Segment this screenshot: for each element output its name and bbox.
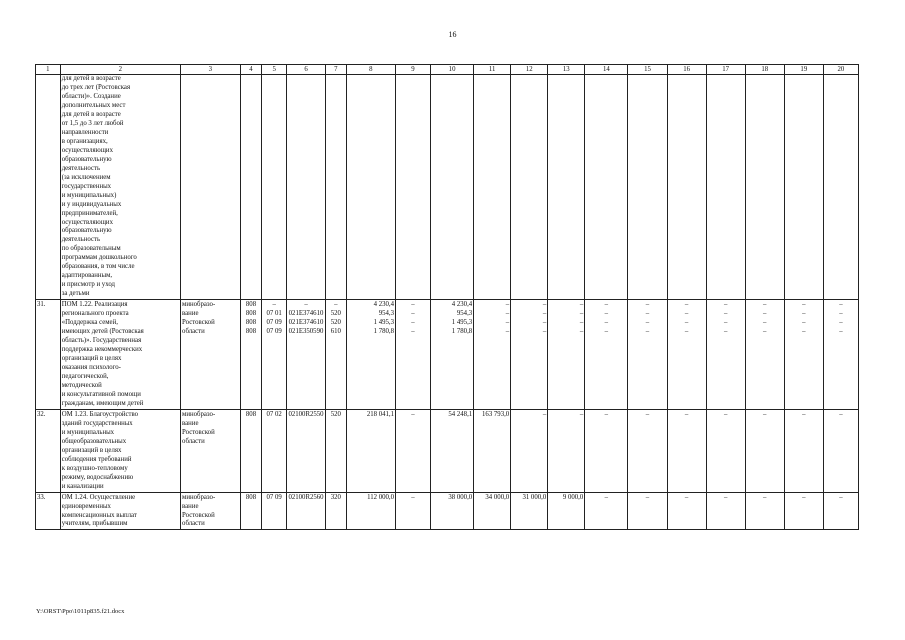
column-numbers-row [36, 65, 859, 75]
cell-value: – [763, 328, 767, 336]
value-cell-c20 [823, 409, 858, 492]
cell-value: – [645, 310, 650, 318]
executor-line: вание [182, 502, 199, 510]
cell-value: – [411, 319, 415, 327]
cell-value: – [684, 319, 689, 327]
value-cell-c12 [511, 492, 548, 530]
empty-cell [511, 75, 548, 300]
empty-cell [240, 75, 262, 300]
cell-value: 021E374610 [288, 319, 324, 327]
description-line: имеющих детей (Ростовская [61, 328, 144, 336]
value-cell-c6 [286, 409, 325, 492]
description-line: программам дошкольного [61, 254, 137, 262]
value-cell-c11 [474, 409, 511, 492]
value-cell-c11 [474, 492, 511, 530]
cell-value: – [684, 310, 689, 318]
cell-value: 4 230,4 [451, 301, 473, 309]
file-path-footer: Y:\ORST\Ppo\1011p835.f21.docx [36, 608, 125, 615]
description-line: государственных [61, 182, 112, 190]
empty-cell [262, 75, 287, 300]
cell-value: – [604, 493, 609, 501]
description-line: предпринимателей, [61, 209, 118, 217]
cell-value: 38 000,0 [448, 493, 473, 501]
executor-line: вание [182, 419, 199, 427]
empty-cell [181, 75, 241, 300]
cell-value: – [604, 410, 609, 418]
cell-value: – [505, 301, 510, 309]
cell-value: 021E374610 [288, 310, 324, 318]
cell-value: – [579, 301, 584, 309]
cell-value: 02100R2560 [288, 493, 324, 501]
cell-value: – [604, 301, 609, 309]
description-line: соблюдения требований [61, 455, 132, 463]
value-cell-c16 [667, 409, 706, 492]
description-line: оказания психолого- [61, 364, 121, 371]
cell-value: – [505, 310, 510, 318]
value-cell-c19 [784, 409, 823, 492]
executor-line: Ростовской [182, 511, 215, 519]
cell-value: – [411, 301, 415, 309]
column-number: 17 [706, 65, 745, 75]
description-line: и муниципальных [61, 428, 115, 436]
value-cell-c5 [262, 409, 287, 492]
cell-value: – [579, 410, 584, 418]
cell-value: 520 [330, 319, 341, 327]
description-line: регионального проекта [61, 310, 129, 318]
executor [181, 492, 241, 530]
cell-value: – [684, 493, 689, 501]
cell-value: 163 793,0 [482, 410, 510, 418]
cell-value: – [542, 328, 547, 336]
description-line: осуществляющих [61, 146, 113, 154]
cell-value: – [272, 301, 276, 309]
empty-cell [745, 75, 784, 300]
value-cell-c14 [585, 492, 628, 530]
description-line: области)». Создание [61, 92, 121, 100]
cell-value: 320 [330, 493, 341, 501]
column-number: 8 [346, 65, 395, 75]
value-cell-c20 [823, 300, 858, 410]
value-cell-c4 [240, 300, 262, 410]
value-cell-c7 [326, 409, 347, 492]
cell-value: – [645, 410, 650, 418]
empty-cell [36, 75, 61, 300]
value-cell-c6 [286, 492, 325, 530]
cell-value: 07 09 [266, 493, 282, 501]
empty-cell [823, 75, 858, 300]
description-line: деятельность [61, 236, 101, 244]
description-line: деятельность [61, 164, 101, 172]
cell-value: – [645, 493, 650, 501]
cell-value: 9 000,0 [562, 493, 584, 501]
cell-value: – [723, 310, 728, 318]
description-line: за детьми [61, 290, 90, 298]
table-row [36, 409, 859, 492]
cell-value: – [723, 319, 728, 327]
cell-value: 808 [245, 410, 257, 418]
value-cell-c10 [430, 409, 473, 492]
cell-value: – [763, 301, 767, 309]
cell-value: – [411, 410, 415, 418]
column-number: 14 [585, 65, 628, 75]
value-cell-c4 [240, 409, 262, 492]
value-cell-c14 [585, 409, 628, 492]
cell-value: – [839, 301, 843, 309]
column-number: 20 [823, 65, 858, 75]
description-line: учителям, прибывшим [61, 520, 128, 528]
cell-value: 808 [245, 310, 257, 318]
cell-value: 520 [330, 310, 341, 318]
cell-value: – [579, 328, 584, 336]
description-line: педагогической, [61, 372, 109, 380]
value-cell-c17 [706, 300, 745, 410]
description-line: гражданам, имеющим детей [61, 399, 144, 407]
description-line: методической [61, 381, 102, 389]
value-cell-c16 [667, 300, 706, 410]
cell-value: – [763, 493, 767, 501]
cell-value: 112 000,0 [367, 493, 394, 501]
value-cell-c17 [706, 492, 745, 530]
cell-value: – [645, 301, 650, 309]
empty-cell [628, 75, 667, 300]
column-number: 15 [628, 65, 667, 75]
executor-line: области [182, 437, 205, 445]
cell-value: – [723, 328, 728, 336]
column-number: 11 [474, 65, 511, 75]
cell-value: 1 780,8 [373, 328, 394, 336]
cell-value: – [839, 310, 843, 318]
column-number: 19 [784, 65, 823, 75]
cell-value: – [802, 410, 806, 418]
activity-description [60, 492, 180, 530]
cell-value: – [505, 328, 510, 336]
column-number: 5 [262, 65, 287, 75]
description-line: единовременных [61, 502, 111, 510]
value-cell-c19 [784, 492, 823, 530]
activity-description [60, 75, 180, 300]
description-line: образовательную [61, 155, 112, 163]
cell-value: 954,3 [378, 310, 394, 318]
cell-value: 1 780,8 [451, 328, 473, 336]
description-line: для детей в возрасте [61, 110, 121, 118]
executor-line: минобразо- [182, 301, 216, 309]
column-number: 6 [286, 65, 325, 75]
empty-cell [396, 75, 431, 300]
empty-cell [346, 75, 395, 300]
empty-cell [585, 75, 628, 300]
activity-description [60, 300, 180, 410]
cell-value: – [411, 328, 415, 336]
cell-value: 808 [245, 493, 257, 501]
column-number: 13 [548, 65, 585, 75]
cell-value: – [802, 310, 806, 318]
description-line: от 1,5 до 3 лет любой [61, 119, 124, 127]
description-line: поддержка некоммерческих [61, 346, 143, 354]
value-cell-c11 [474, 300, 511, 410]
cell-value: 07 09 [266, 328, 282, 336]
value-cell-c4 [240, 492, 262, 530]
value-cell-c12 [511, 409, 548, 492]
value-cell-c9 [396, 300, 431, 410]
cell-value: 808 [245, 328, 257, 336]
value-cell-c5 [262, 300, 287, 410]
cell-value: – [411, 310, 415, 318]
cell-value: 07 02 [266, 410, 282, 418]
value-cell-c15 [628, 409, 667, 492]
value-cell-c6 [286, 300, 325, 410]
description-line: и присмотр и уход [61, 281, 116, 289]
value-cell-c8 [346, 492, 395, 530]
value-cell-c19 [784, 300, 823, 410]
value-cell-c13 [548, 409, 585, 492]
description-line: образовательную [61, 227, 112, 235]
cell-value: – [684, 410, 689, 418]
description-line: компенсационных выплат [61, 511, 137, 519]
value-cell-c8 [346, 409, 395, 492]
cell-value: – [839, 328, 843, 336]
cell-value: – [542, 410, 547, 418]
executor [181, 409, 241, 492]
table-row-continuation [36, 75, 859, 300]
value-cell-c14 [585, 300, 628, 410]
description-line: ПОМ 1.22. Реализация [61, 301, 128, 309]
value-cell-c5 [262, 492, 287, 530]
cell-value: 610 [330, 328, 341, 336]
cell-value: – [802, 328, 806, 336]
description-line: организаций в целях [61, 446, 122, 454]
description-line: направленности [61, 128, 109, 136]
cell-value: – [839, 410, 843, 418]
empty-cell [326, 75, 347, 300]
value-cell-c13 [548, 300, 585, 410]
executor [181, 300, 241, 410]
description-line: адаптированным, [61, 272, 113, 280]
cell-value: – [604, 319, 609, 327]
description-line: и консультативной помощи [61, 390, 141, 398]
description-line: осуществляющих [61, 218, 113, 226]
row-number: 31. [36, 300, 61, 410]
cell-value: – [802, 493, 806, 501]
value-cell-c12 [511, 300, 548, 410]
cell-value: 808 [245, 301, 257, 309]
cell-value: 02100R2550 [288, 410, 324, 418]
column-number: 1 [36, 65, 61, 75]
value-cell-c20 [823, 492, 858, 530]
description-line: организаций в целях [61, 355, 122, 363]
cell-value: – [763, 319, 767, 327]
description-line: и муниципальных) [61, 191, 117, 199]
description-line: общеобразовательных [61, 437, 127, 445]
cell-value: – [723, 410, 728, 418]
value-cell-c8 [346, 300, 395, 410]
cell-value: 520 [330, 410, 341, 418]
value-cell-c17 [706, 409, 745, 492]
description-line: дополнительных мест [61, 101, 126, 109]
cell-value: 1 495,3 [451, 319, 473, 327]
empty-cell [667, 75, 706, 300]
empty-cell [548, 75, 585, 300]
description-line: и канализации [61, 482, 104, 490]
cell-value: – [723, 493, 728, 501]
description-line: по образовательным [61, 245, 121, 253]
cell-value: – [579, 310, 584, 318]
description-line: для детей в возрасте [61, 75, 121, 82]
cell-value: 808 [245, 319, 257, 327]
cell-value: 021Е350590 [288, 328, 324, 336]
value-cell-c18 [745, 300, 784, 410]
cell-value: – [763, 410, 767, 418]
column-number: 4 [240, 65, 262, 75]
empty-cell [430, 75, 473, 300]
column-number: 10 [430, 65, 473, 75]
empty-cell [784, 75, 823, 300]
value-cell-c13 [548, 492, 585, 530]
cell-value: 218 041,1 [366, 410, 394, 418]
value-cell-c15 [628, 300, 667, 410]
executor-line: Ростовской [182, 428, 215, 436]
activity-description [60, 409, 180, 492]
row-number: 32. [36, 409, 61, 492]
cell-value: – [684, 301, 689, 309]
description-line: ОМ 1.23. Благоустройство [61, 410, 139, 418]
cell-value: – [334, 301, 338, 309]
value-cell-c18 [745, 409, 784, 492]
value-cell-c7 [326, 492, 347, 530]
executor-line: области [182, 520, 205, 528]
value-cell-c15 [628, 492, 667, 530]
cell-value: – [645, 328, 650, 336]
cell-value: 31 000,0 [522, 493, 547, 501]
cell-value: – [411, 493, 415, 501]
value-cell-c18 [745, 492, 784, 530]
description-line: режиму, водоснабжению [61, 473, 134, 481]
cell-value: 07 01 [266, 310, 282, 318]
executor-line: вание [182, 310, 199, 318]
cell-value: – [839, 493, 843, 501]
executor-line: минобразо- [182, 410, 216, 418]
empty-cell [706, 75, 745, 300]
empty-cell [286, 75, 325, 300]
cell-value: 1 495,3 [373, 319, 394, 327]
description-line: и у индивидуальных [61, 200, 122, 208]
cell-value: 07 09 [266, 319, 282, 327]
empty-cell [474, 75, 511, 300]
description-line: к воздушно-тепловому [61, 464, 128, 472]
column-number: 16 [667, 65, 706, 75]
cell-value: – [763, 310, 767, 318]
cell-value: – [505, 319, 510, 327]
table-row [36, 492, 859, 530]
executor-line: минобразо- [182, 493, 216, 501]
cell-value: – [802, 319, 806, 327]
cell-value: 4 230,4 [373, 301, 394, 309]
column-number: 12 [511, 65, 548, 75]
description-line: «Поддержка семей, [61, 319, 118, 327]
column-number: 7 [326, 65, 347, 75]
column-number: 9 [396, 65, 431, 75]
cell-value: 34 000,0 [485, 493, 510, 501]
description-line: (за исключением [61, 173, 111, 181]
cell-value: – [542, 310, 547, 318]
value-cell-c9 [396, 409, 431, 492]
cell-value: – [723, 301, 728, 309]
cell-value: – [604, 328, 609, 336]
cell-value: – [579, 319, 584, 327]
value-cell-c7 [326, 300, 347, 410]
value-cell-c9 [396, 492, 431, 530]
cell-value: – [802, 301, 806, 309]
cell-value: – [542, 319, 547, 327]
description-line: область)». Государственная [61, 337, 142, 345]
cell-value: 54 248,1 [448, 410, 473, 418]
executor-line: Ростовской [182, 319, 215, 327]
description-line: в организациях, [61, 137, 108, 145]
description-line: зданий государственных [61, 419, 133, 427]
cell-value: – [604, 310, 609, 318]
cell-value: – [542, 301, 547, 309]
column-number: 2 [60, 65, 180, 75]
row-number: 33. [36, 492, 61, 530]
description-line: до трех лет (Ростовская [61, 83, 131, 91]
executor-line: области [182, 328, 205, 336]
value-cell-c16 [667, 492, 706, 530]
program-table [35, 64, 859, 530]
value-cell-c10 [430, 492, 473, 530]
column-number: 18 [745, 65, 784, 75]
cell-value: – [684, 328, 689, 336]
cell-value: – [304, 301, 308, 309]
cell-value: 954,3 [456, 310, 473, 318]
column-number: 3 [181, 65, 241, 75]
table-row [36, 300, 859, 410]
page-number: 16 [448, 30, 457, 39]
cell-value: – [839, 319, 843, 327]
description-line: образования, в том числе [61, 263, 135, 271]
description-line: ОМ 1.24. Осуществление [61, 493, 136, 501]
value-cell-c10 [430, 300, 473, 410]
cell-value: – [645, 319, 650, 327]
